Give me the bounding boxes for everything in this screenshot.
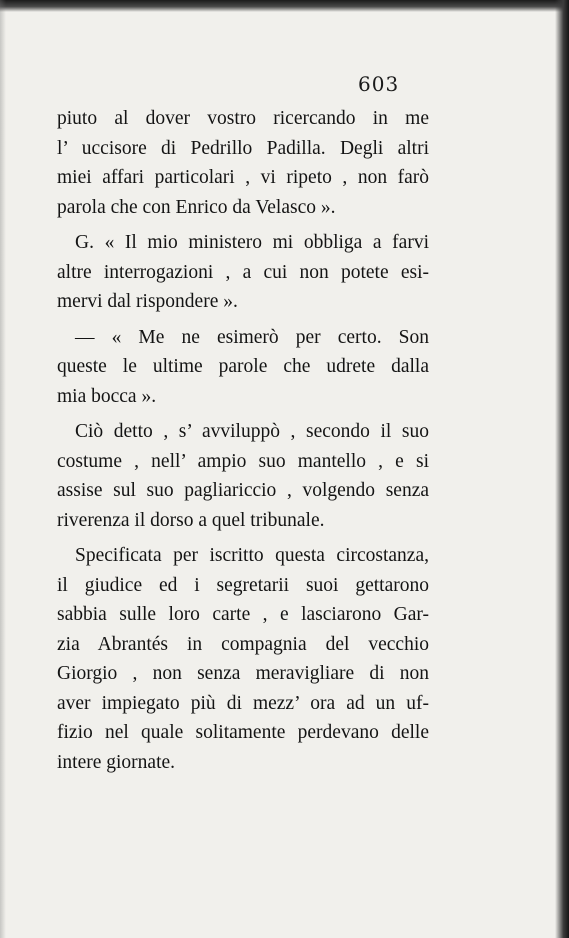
paragraph — [57, 228, 429, 317]
paragraph — [57, 323, 429, 412]
text-line: parola che con Enrico da Velasco ». — [57, 196, 336, 218]
text-line: miei affari particolari , vi ripeto , non farò — [57, 167, 429, 188]
paragraph — [57, 417, 429, 535]
text-line: assise sul suo pagliariccio , volgendo senza — [57, 480, 429, 501]
text-line: l’ uccisore di Pedrillo Padilla. Degli altri — [57, 137, 429, 159]
text-line: il giudice ed i segretarii suoi gettarono — [57, 574, 429, 596]
text-line: intere giornate. — [57, 751, 176, 773]
page-left-shadow — [0, 0, 6, 938]
text-line: Giorgio , non senza meravigliare di non — [57, 663, 429, 684]
text-line: fizio nel quale solitamente perdevano delle — [57, 722, 429, 743]
text-line: mia bocca ». — [57, 385, 157, 407]
text-line: aver impiegato più di mezz’ ora ad un uf- — [57, 692, 429, 714]
text-line: sabbia sulle loro carte , e lasciarono Gar- — [57, 604, 429, 625]
text-line: altre interrogazioni , a cui non potete esi- — [57, 261, 429, 283]
page-number: 603 — [358, 72, 400, 96]
text-line: piuto al dover vostro ricercando in me — [57, 108, 429, 129]
text-line: mervi dal rispondere ». — [57, 291, 238, 312]
text-line: Ciò detto , s’ avviluppò , secondo il suo — [75, 421, 429, 442]
text-line: riverenza il dorso a quel tribunale. — [57, 509, 325, 531]
text-line: Specificata per iscritto questa circostanza, — [75, 545, 429, 566]
text-line: costume , nell’ ampio suo mantello , e si — [57, 450, 429, 472]
paragraph — [57, 541, 429, 777]
paragraph — [57, 104, 429, 222]
text-line: zia Abrantés in compagnia del vecchio — [57, 633, 429, 655]
body-text — [57, 104, 429, 783]
page-right-shadow — [555, 0, 569, 938]
text-line: — « Me ne esimerò per certo. Son — [75, 326, 429, 348]
text-line: queste le ultime parole che udrete dalla — [57, 356, 429, 377]
page-top-shadow — [0, 0, 569, 12]
text-line: G. « Il mio ministero mi obbliga a farvi — [75, 232, 429, 253]
